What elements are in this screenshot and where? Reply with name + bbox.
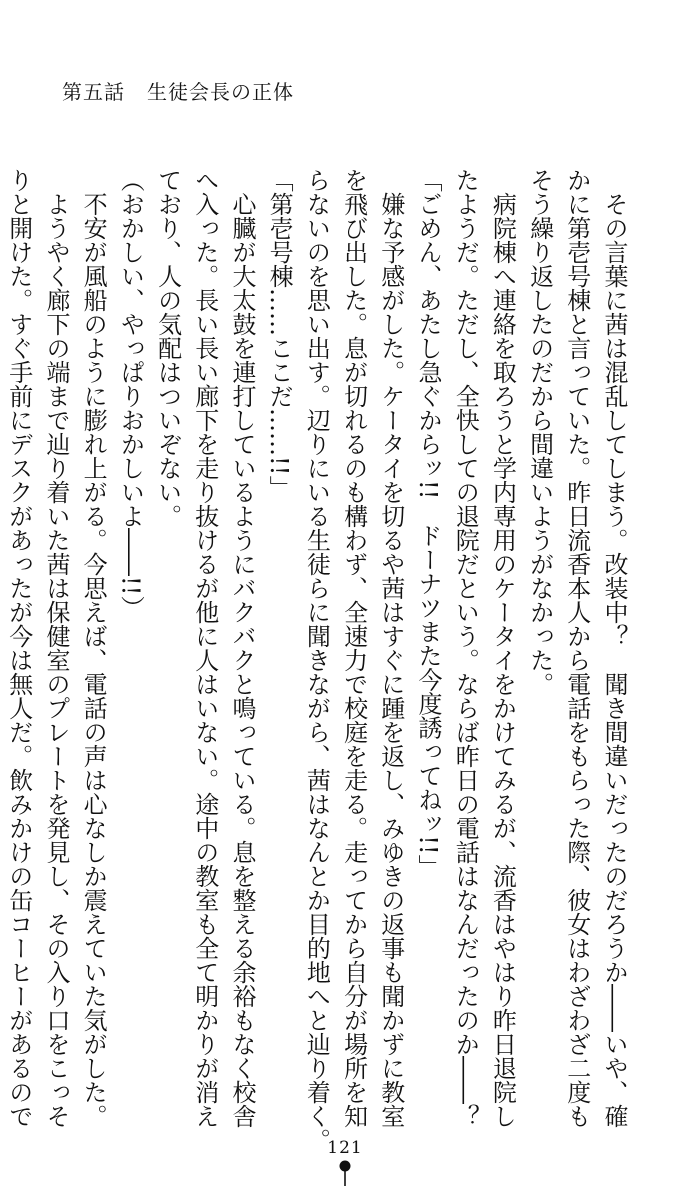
chapter-title: 生徒会長の正体 xyxy=(147,80,294,104)
text-line: その言葉に茜は混乱してしまう。改装中？ 聞き間違いだったのだろうか――いや、確 xyxy=(600,168,628,1128)
text-line: 「第壱号棟……ここだ……!!」 xyxy=(265,168,294,500)
text-line: らないのを思い出す。辺りにいる生徒らに聞きながら、茜はなんとか目的地へと辿り着く。 xyxy=(302,168,331,1152)
text-line: 病院棟へ連絡を取ろうと学内専用のケータイをかけてみるが、流香はやはり昨日退院し xyxy=(488,168,517,1128)
text-line: そう繰り返したのだから間違いようがなかった。 xyxy=(525,168,554,696)
text-line: 心臓が大太鼓を連打しているようにバクバクと鳴っている。息を整える余裕もなく校舎 xyxy=(227,168,256,1128)
text-line: ようやく廊下の端まで辿り着いた茜は保健室のプレートを発見し、その入り口をこっそ xyxy=(41,168,70,1128)
chapter-header xyxy=(62,76,294,105)
text-line: 不安が風船のように膨れ上がる。今思えば、電話の声は心なしか震えていた気がした。 xyxy=(79,168,108,1128)
text-line: りと開けた。すぐ手前にデスクがあったが今は無人だ。飲みかけの缶コーヒーがあるので xyxy=(4,168,33,1128)
chapter-number: 第五話 xyxy=(62,80,125,104)
page-number: 121 xyxy=(327,1138,363,1158)
text-line: 「ごめん、あたし急ぐからッ!! ドーナツまた今度誘ってねッ!!」 xyxy=(413,168,442,879)
text-line: ており、人の気配はついぞない。 xyxy=(153,168,182,528)
page-ornament-icon xyxy=(338,1160,352,1186)
text-line: たようだ。ただし、全快しての退院だという。ならば昨日の電話はなんだったのか――？ xyxy=(451,168,480,1128)
text-line: を飛び出した。息が切れるのも構わず、全速力で校庭を走る。走ってから自分が場所を知 xyxy=(339,168,368,1128)
text-line: かに第壱号棟と言っていた。昨日流香本人から電話をもらった際、彼女はわざわざ二度も xyxy=(562,168,591,1128)
text-line: へ入った。長い長い廊下を走り抜けるが他に人はいない。途中の教室も全て明かりが消え xyxy=(190,168,219,1128)
text-line: （おかしい、やっぱりおかしいよ――!!） xyxy=(116,168,145,620)
text-line: 嫌な予感がした。ケータイを切るや茜はすぐに踵を返し、みゆきの返事も聞かずに教室 xyxy=(376,168,405,1128)
